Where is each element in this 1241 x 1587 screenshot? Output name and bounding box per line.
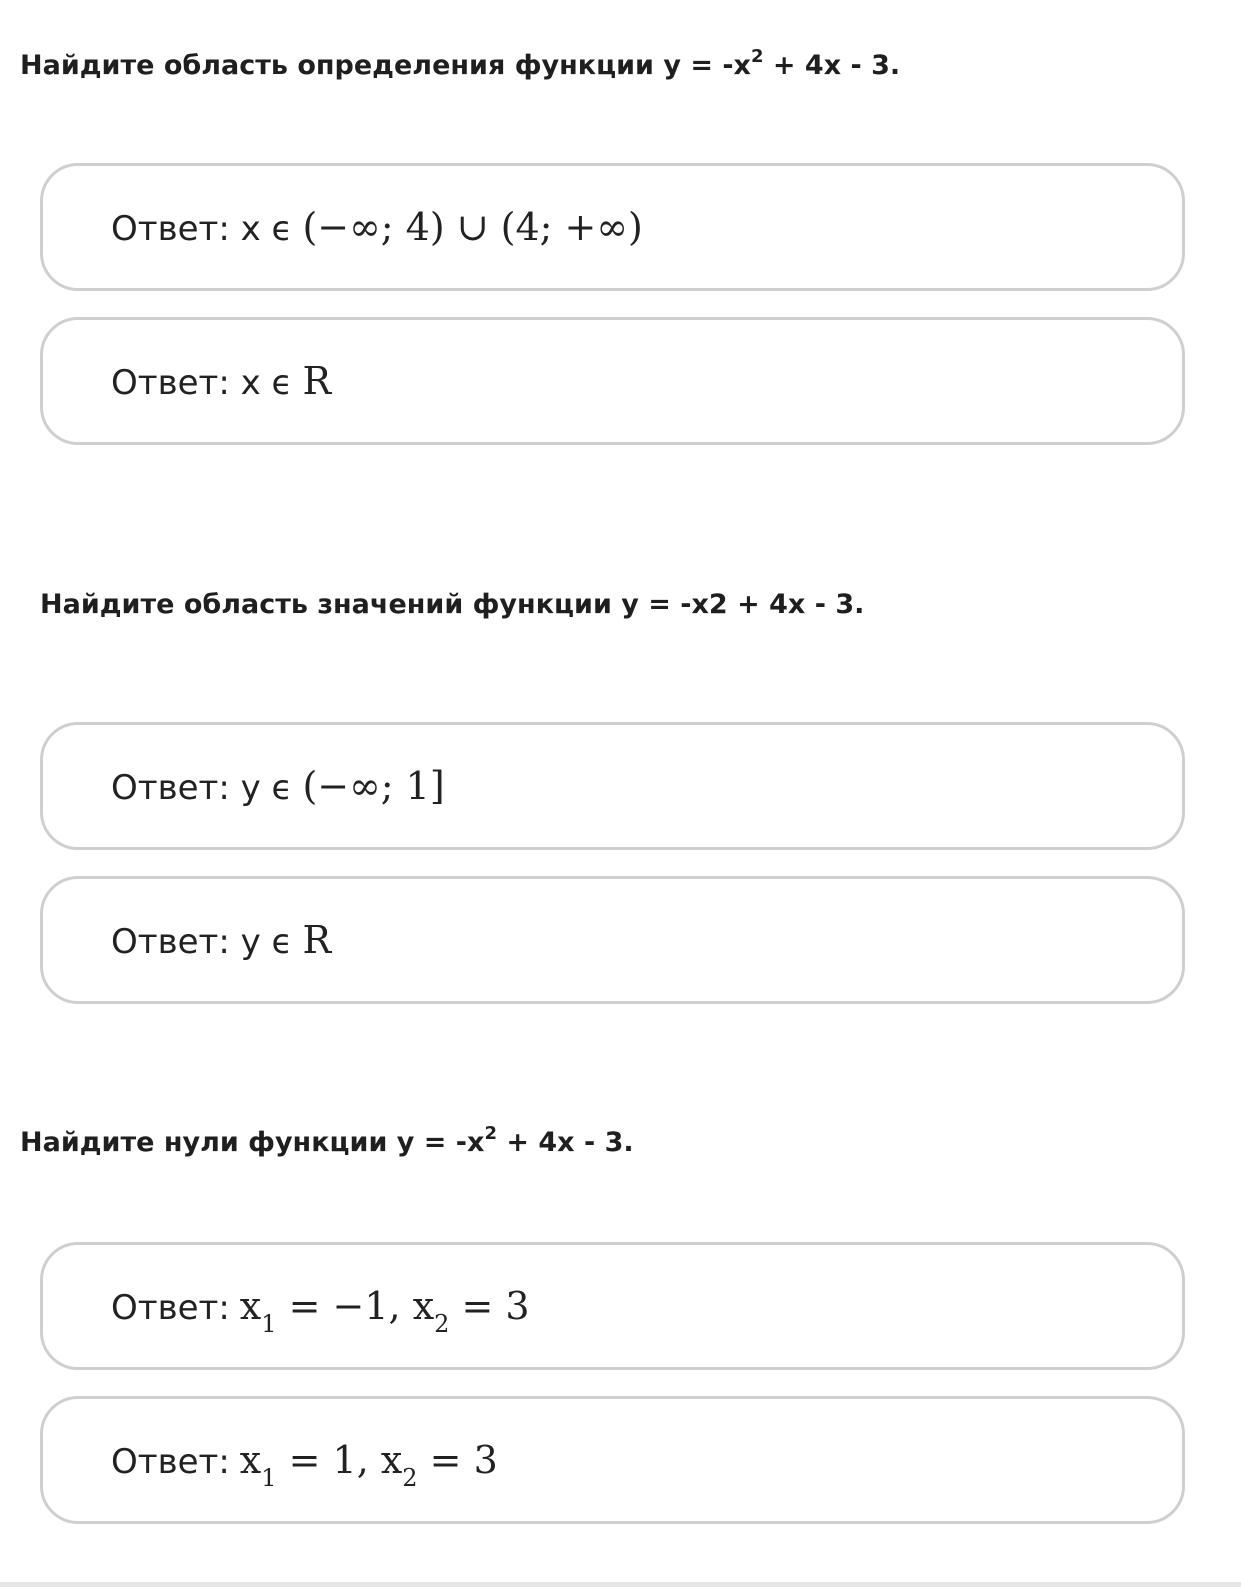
answer-math: R: [302, 918, 332, 962]
answer-prefix: Ответ:: [111, 1442, 230, 1482]
math-part: = 3: [449, 1284, 530, 1328]
question-1-exponent: 2: [750, 46, 764, 67]
answer-math: R: [302, 359, 332, 403]
question-3-option-2[interactable]: [40, 1396, 1185, 1524]
subscript: 1: [261, 1463, 277, 1492]
question-1-text-end: + 4x - 3.: [763, 50, 901, 81]
answer-text: [111, 918, 331, 962]
answer-math: (−∞; 4) ∪ (4; +∞): [302, 205, 643, 249]
answer-prefix: Ответ: y ϵ: [111, 768, 293, 808]
question-2-option-2[interactable]: [40, 876, 1185, 1004]
question-1-title: [20, 48, 900, 84]
question-3-text: Найдите нули функции y = -x: [20, 1127, 485, 1158]
math-part: = 3: [417, 1438, 498, 1482]
variable: x: [239, 1284, 262, 1328]
question-3-text-end: + 4x - 3.: [496, 1127, 634, 1158]
answer-prefix: Ответ:: [111, 1288, 230, 1328]
question-3-exponent: 2: [484, 1123, 497, 1144]
answer-text: [111, 764, 445, 808]
answer-text: [111, 205, 643, 249]
answer-math: [239, 1438, 498, 1492]
question-2-option-1[interactable]: [40, 722, 1185, 850]
variable: x: [412, 1284, 435, 1328]
subscript: 2: [402, 1463, 418, 1492]
question-3-title: [20, 1125, 634, 1161]
question-1-option-1[interactable]: [40, 163, 1185, 291]
answer-prefix: Ответ: y ϵ: [111, 922, 293, 962]
variable: x: [239, 1438, 262, 1482]
question-1-option-2[interactable]: [40, 317, 1185, 445]
variable: x: [380, 1438, 403, 1482]
answer-prefix: Ответ: x ϵ: [111, 363, 293, 403]
math-part: = −1,: [276, 1284, 413, 1328]
question-1-text: Найдите область определения функции y = -x: [20, 50, 751, 81]
question-3-option-1[interactable]: [40, 1242, 1185, 1370]
answer-text: [111, 359, 331, 403]
subscript: 2: [434, 1309, 450, 1338]
question-2-title: Найдите область значений функции y = -x2 + 4x - 3.: [40, 589, 865, 620]
answer-math: [239, 1284, 530, 1338]
math-part: = 1,: [276, 1438, 381, 1482]
answer-text: [111, 1284, 530, 1338]
subscript: 1: [261, 1309, 277, 1338]
answer-prefix: Ответ: x ϵ: [111, 209, 293, 249]
answer-text: [111, 1438, 498, 1492]
bottom-divider: [0, 1582, 1241, 1587]
answer-math: (−∞; 1]: [302, 764, 445, 808]
